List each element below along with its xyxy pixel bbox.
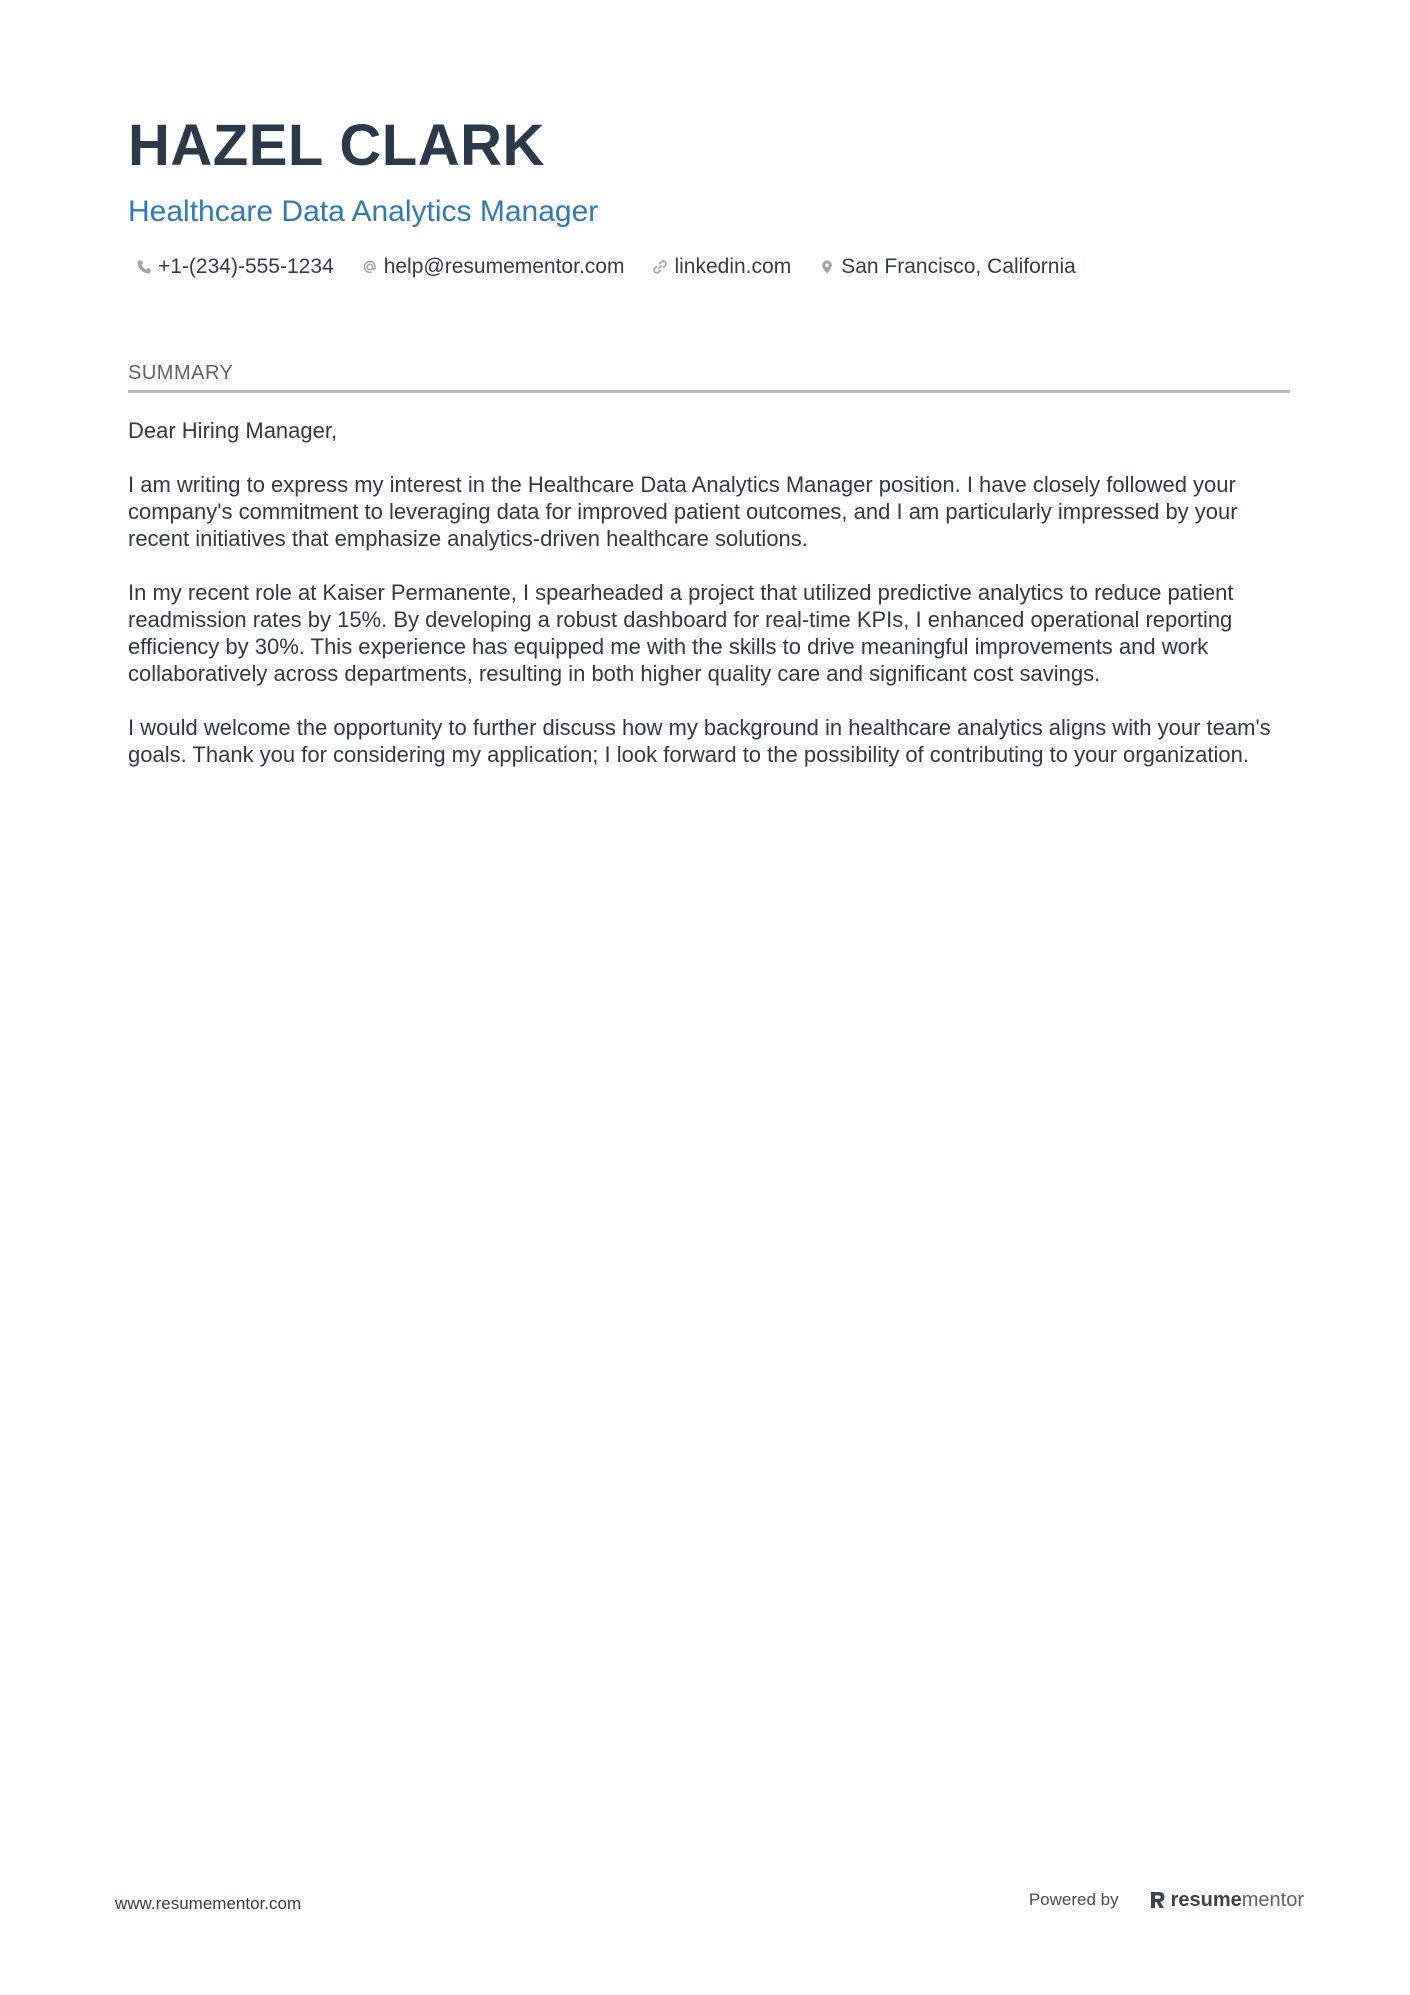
linkedin-text: linkedin.com: [674, 255, 792, 278]
phone-icon: [136, 258, 152, 276]
contact-row: [128, 252, 1288, 282]
resumementor-logo-icon: [1149, 1890, 1167, 1910]
job-title: Healthcare Data Analytics Manager: [128, 195, 599, 228]
candidate-name: HAZEL CLARK: [128, 113, 545, 178]
contact-linkedin[interactable]: [652, 252, 791, 282]
brand-logo[interactable]: [1149, 1888, 1304, 1912]
phone-text: +1-(234)-555-1234: [158, 255, 334, 278]
footer-website-link[interactable]: www.resumementor.com: [115, 1894, 302, 1913]
summary-section: [128, 360, 1290, 795]
powered-by-label: Powered by: [1028, 1890, 1119, 1909]
section-title: SUMMARY: [128, 360, 1290, 393]
contact-email[interactable]: [362, 252, 625, 282]
location-text: San Francisco, California: [841, 255, 1076, 278]
letter-paragraph: I am writing to express my interest in the Healthcare Data Analytics Manager position. I have closely followed your company's commitment to leveraging data for improved patient outcomes, and I am particularly impressed by your recent initiatives that emphasize analytics-driven healthcare solutions.: [128, 472, 1238, 551]
at-icon: [362, 258, 378, 276]
footer-branding: [1029, 1888, 1304, 1912]
letter-paragraph: In my recent role at Kaiser Permanente, I spearheaded a project that utilized predictive analytics to reduce patient readmission rates by 15%. By developing a robust dashboard for real-time KPIs, I enhanced operational reporting efficiency by 30%. This experience has equipped me with the skills to drive meaningful improvements and work collaboratively across departments, resulting in both higher quality care and significant cost savings.: [128, 580, 1234, 686]
letter-greeting: Dear Hiring Manager,: [128, 418, 338, 443]
resume-header: [128, 110, 1288, 282]
letter-paragraph: I would welcome the opportunity to further discuss how my background in healthcare analytics aligns with your team's goals. Thank you for considering my application; I look forward to the possibility of contributing to your organization.: [128, 715, 1271, 767]
contact-phone: [136, 252, 334, 282]
contact-location: [819, 252, 1076, 282]
location-pin-icon: [819, 258, 835, 276]
brand-name-light: mentor: [1241, 1889, 1304, 1911]
email-text: help@resumementor.com: [383, 255, 625, 278]
cover-letter-body: [128, 417, 1290, 768]
brand-name-bold: resume: [1170, 1889, 1242, 1911]
link-icon: [652, 258, 668, 276]
